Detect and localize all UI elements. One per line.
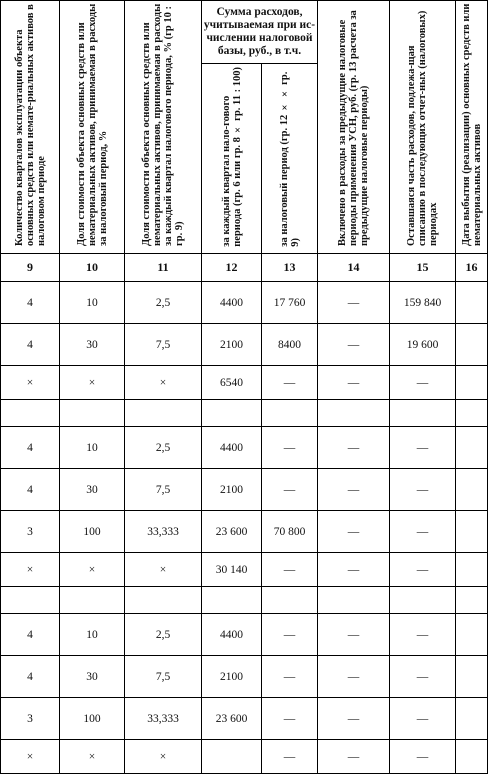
table-cell-col12: 30 140 [202,553,262,587]
table-cell-col9: 3 [1,511,60,553]
table-cell-col15: — [390,740,456,774]
table-cell-col12 [202,740,262,774]
table-cell-col13: — [262,698,318,740]
table-row [1,427,488,469]
table-cell-col10: 100 [60,511,125,553]
header-col9: Количество кварталов эксплуатации объекта основных средств или немате-риальных активов в налоговом периоде [1,1,60,254]
table-cell-col14: — [318,740,390,774]
table-cell-col10: × [60,553,125,587]
table-cell-col12: 4400 [202,282,262,324]
table-cell-col11: × [125,740,202,774]
header-col13: за налоговый период (гр. 12 × × гр. 9) [262,64,318,254]
table-cell-col14: — [318,511,390,553]
table-cell-col9: 3 [1,698,60,740]
column-number: 9 [1,254,60,282]
header-col15: Оставшаяся часть расходов, подлежа-щая списанию в последующих отчет-ных (налоговых) периодах [390,1,456,254]
table-cell-col10 [60,587,125,614]
table-cell-col16 [456,427,488,469]
table-cell-col14: — [318,324,390,366]
table-cell-col14: — [318,614,390,656]
table-cell-col12 [202,587,262,614]
table-cell-col9: × [1,366,60,400]
table-cell-col16 [456,282,488,324]
table-cell-col16 [456,324,488,366]
table-cell-col11: × [125,366,202,400]
table-cell-col16 [456,553,488,587]
column-number: 13 [262,254,318,282]
table-cell-col9: 4 [1,469,60,511]
table-cell-col15: — [390,366,456,400]
column-number: 16 [456,254,488,282]
table-cell-col13: 8400 [262,324,318,366]
table-cell-col15: 19 600 [390,324,456,366]
table-cell-col11: 33,333 [125,511,202,553]
table-cell-col16 [456,511,488,553]
table-cell-col13: 17 760 [262,282,318,324]
table-cell-col12: 2100 [202,469,262,511]
header-col10: Доля стоимости объекта основных средств или нематериальных активов, принимаемая в расходы за налоговый период, % [60,1,125,254]
table-cell-col10: 100 [60,698,125,740]
table-cell-col15: — [390,553,456,587]
table-cell-col11: 2,5 [125,282,202,324]
table-row [1,511,488,553]
table-cell-col10: × [60,366,125,400]
table-cell-col15: — [390,511,456,553]
table-cell-col12: 4400 [202,427,262,469]
table-cell-col13: — [262,469,318,511]
table-cell-col12 [202,400,262,427]
table-cell-col14: — [318,282,390,324]
table-cell-col16 [456,366,488,400]
table-cell-col14: — [318,553,390,587]
table-cell-col13: — [262,656,318,698]
table-cell-col13: — [262,740,318,774]
table-cell-col13: 70 800 [262,511,318,553]
column-number: 12 [202,254,262,282]
table-cell-col9: 4 [1,656,60,698]
table-cell-col10: 30 [60,469,125,511]
table-cell-col12: 4400 [202,614,262,656]
table-cell-col13 [262,587,318,614]
table-cell-col10: × [60,740,125,774]
table-cell-col15: 159 840 [390,282,456,324]
table-cell-col13: — [262,553,318,587]
header-col14: Включено в расходы за предыдущие налоговые периоды применения УСН, руб. (гр. 13 расчета за предыдущие налоговые периоды) [318,1,390,254]
table-cell-col12: 2100 [202,656,262,698]
table-row [1,366,488,400]
table-cell-col11 [125,587,202,614]
table-cell-col9: 4 [1,324,60,366]
table-row [1,469,488,511]
table-cell-col16 [456,469,488,511]
header-col11: Доля стоимости объекта основных средств или нематериальных активов, принимаемая в расходы за каждый квартал налогового периода, % (гр 10 : гр. 9) [125,1,202,254]
table-cell-col11: 33,333 [125,698,202,740]
table-cell-col16 [456,656,488,698]
table-cell-col15: — [390,698,456,740]
table-cell-col15: — [390,614,456,656]
table-cell-col9: 4 [1,614,60,656]
column-number-row [1,254,488,282]
table-cell-col14: — [318,366,390,400]
table-cell-col14: — [318,656,390,698]
table-cell-col9: 4 [1,282,60,324]
table-cell-col11: 2,5 [125,614,202,656]
table-cell-col9: 4 [1,427,60,469]
table-cell-col14 [318,587,390,614]
table-cell-col9: × [1,553,60,587]
table-cell-col14 [318,400,390,427]
table-cell-col13 [262,400,318,427]
table-cell-col10 [60,400,125,427]
table-cell-col11: 7,5 [125,656,202,698]
table-row [1,614,488,656]
table-cell-col15 [390,587,456,614]
column-number: 14 [318,254,390,282]
table-cell-col15: — [390,469,456,511]
table-cell-col10: 10 [60,614,125,656]
header-group-expenses: Сумма расходов, учитываемая при ис- числении налоговой базы, руб., в т.ч. [202,1,318,64]
table-cell-col13: — [262,614,318,656]
table-cell-col12: 23 600 [202,698,262,740]
table-cell-col13: — [262,427,318,469]
table-cell-col12: 2100 [202,324,262,366]
table-body [1,282,488,774]
table-cell-col14: — [318,698,390,740]
table-cell-col12: 6540 [202,366,262,400]
table-cell-col11 [125,400,202,427]
table-spacer-row [1,400,488,427]
table-row [1,698,488,740]
table-cell-col11: 2,5 [125,427,202,469]
table-row [1,553,488,587]
table-cell-col10: 30 [60,656,125,698]
table-cell-col14: — [318,427,390,469]
column-number: 11 [125,254,202,282]
table-cell-col15: — [390,427,456,469]
table-cell-col9: × [1,740,60,774]
table-cell-col14: — [318,469,390,511]
table-cell-col9 [1,587,60,614]
table-spacer-row [1,587,488,614]
header-col16: Дата выбытия (реализации) основных средств или нематериальных активов [456,1,488,254]
table-cell-col10: 10 [60,282,125,324]
table-cell-col10: 30 [60,324,125,366]
table-cell-col15: — [390,656,456,698]
table-header [1,1,488,282]
table-cell-col12: 23 600 [202,511,262,553]
table-cell-col16 [456,587,488,614]
column-number: 10 [60,254,125,282]
table-row [1,656,488,698]
table-cell-col13: — [262,366,318,400]
table-cell-col16 [456,400,488,427]
table-cell-col15 [390,400,456,427]
table-cell-col16 [456,698,488,740]
table-row [1,282,488,324]
table-row [1,740,488,774]
table-cell-col10: 10 [60,427,125,469]
table-cell-col16 [456,614,488,656]
header-col12: за каждый квартал нало-гового периода (гр. 6 или гр. 8 × гр. 11 : 100) [202,64,262,254]
column-number: 15 [390,254,456,282]
table-cell-col11: 7,5 [125,469,202,511]
table-cell-col11: 7,5 [125,324,202,366]
table-cell-col11: × [125,553,202,587]
table-cell-col9 [1,400,60,427]
table-row [1,324,488,366]
table-cell-col16 [456,740,488,774]
